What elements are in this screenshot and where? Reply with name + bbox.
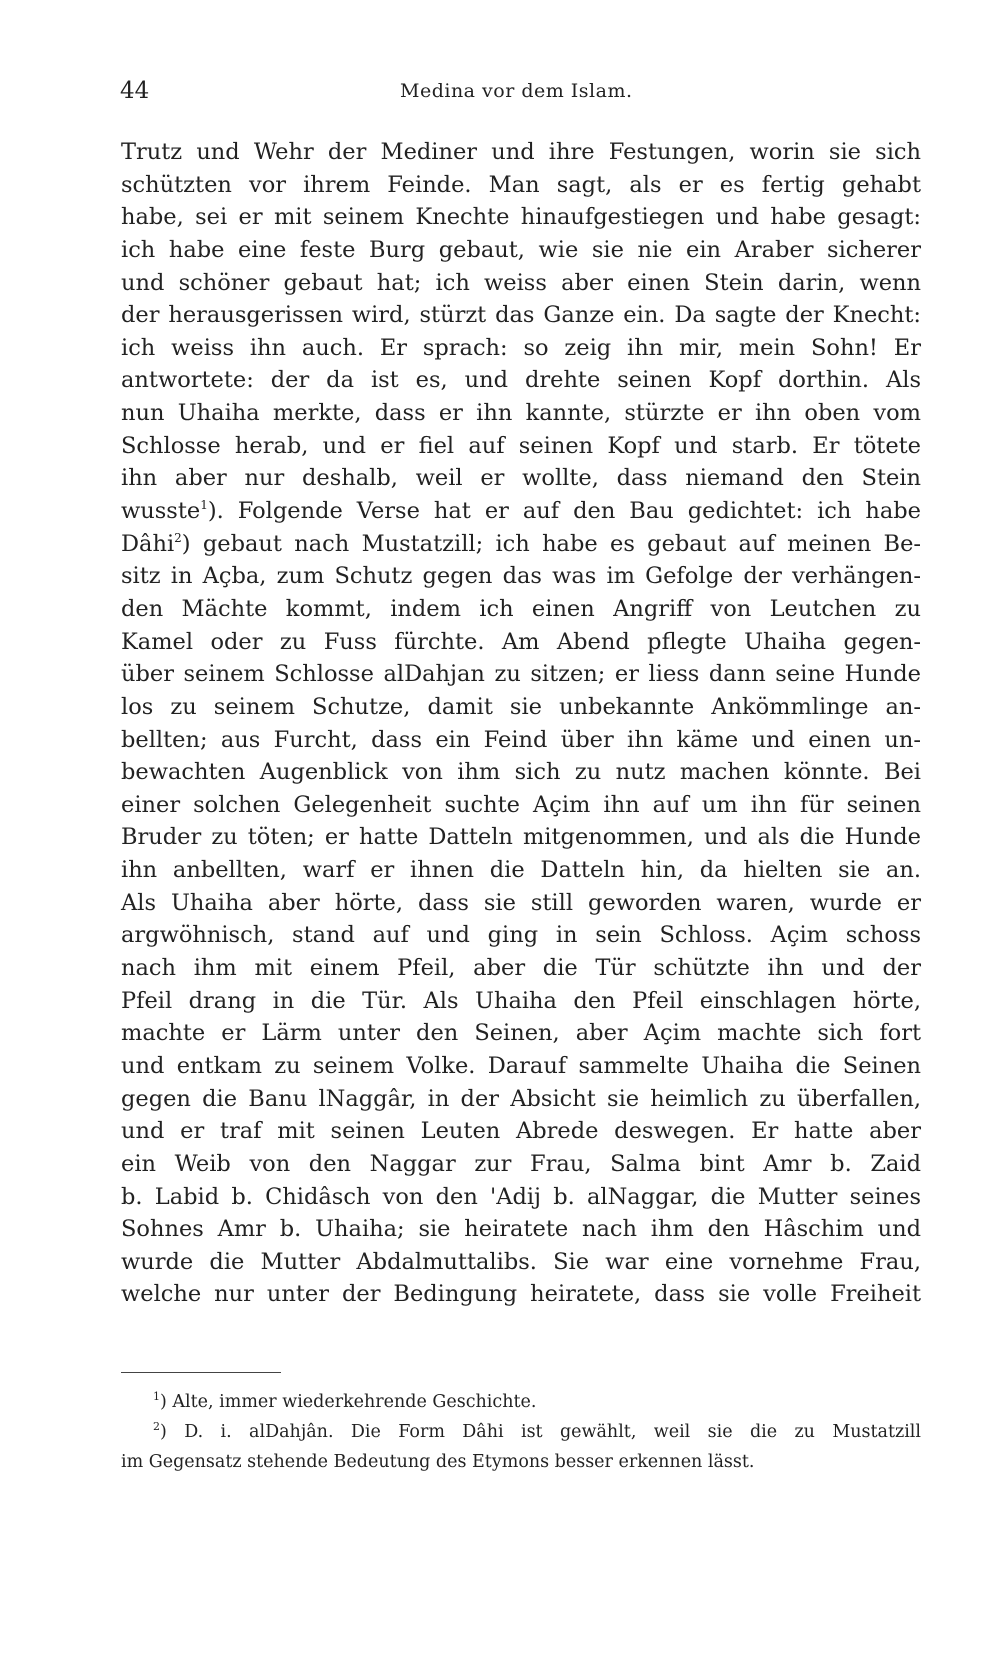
text-line: ein Weib von den Naggar zur Frau, Salma bint Amr b. Zaid — [121, 1150, 921, 1177]
text-line: schützten vor ihrem Feinde. Man sagt, als er es fertig gehabt — [121, 171, 921, 198]
footnote-divider — [121, 1372, 281, 1373]
text-line: sitz in Açba, zum Schutz gegen das was im Gefolge der verhängen- — [121, 563, 921, 590]
text-line: b. Labid b. Chidâsch von den 'Adij b. alNaggar, die Mutter seines — [121, 1183, 921, 1210]
text-line: ihn aber nur deshalb, weil er wollte, dass niemand den Stein — [121, 465, 921, 492]
text-line: einer solchen Gelegenheit suchte Açim ihn auf um ihn für seinen — [121, 791, 921, 818]
body-text — [121, 136, 921, 1311]
text-line: bellten; aus Furcht, dass ein Feind über ihn käme und einen un- — [121, 726, 921, 753]
footnote-2-continuation: im Gegensatz stehende Bedeutung des Etymons besser erkennen lässt. — [121, 1452, 755, 1472]
line-start: Dâhi — [121, 530, 175, 557]
running-head — [120, 78, 920, 108]
text-line: über seinem Schlosse alDahjan zu sitzen; er liess dann seine Hunde — [121, 661, 921, 688]
page-number: 44 — [120, 78, 150, 104]
text-line: Bruder zu töten; er hatte Datteln mitgenommen, und als die Hunde — [121, 824, 921, 851]
footnote-text: ) D. i. alDahjân. Die Form Dâhi ist gewählt, weil sie die zu Mustatzill — [160, 1422, 921, 1442]
text-line: ihn anbellten, warf er ihnen die Datteln hin, da hielten sie an. — [121, 857, 921, 884]
line-rest: ). Folgende Verse hat er auf den Bau gedichtet: ich habe — [207, 498, 921, 525]
text-line: Trutz und Wehr der Mediner und ihre Festungen, worin sie sich — [121, 139, 921, 165]
footnote-reference: 2 — [174, 530, 182, 545]
text-line: bewachten Augenblick von ihm sich zu nutz machen könnte. Bei — [121, 759, 921, 786]
text-line: nach ihm mit einem Pfeil, aber die Tür schützte ihn und der — [121, 955, 921, 982]
text-line: argwöhnisch, stand auf und ging in sein Schloss. Açim schoss — [121, 922, 921, 949]
text-line — [121, 528, 921, 561]
text-line: nun Uhaiha merkte, dass er ihn kannte, stürzte er ihn oben vom — [121, 400, 921, 427]
text-line: ich habe eine feste Burg gebaut, wie sie nie ein Araber sicherer — [121, 236, 921, 263]
text-line: ich weiss ihn auch. Er sprach: so zeig ihn mir, mein Sohn! Er — [121, 334, 921, 361]
footnote-1 — [121, 1387, 921, 1417]
footnote-text: ) Alte, immer wiederkehrende Geschichte. — [160, 1392, 537, 1412]
text-line: Pfeil drang in die Tür. Als Uhaiha den Pfeil einschlagen hörte, — [121, 987, 921, 1014]
text-line: und entkam zu seinem Volke. Darauf sammelte Uhaiha die Seinen — [121, 1052, 921, 1079]
text-line: wurde die Mutter Abdalmuttalibs. Sie war eine vornehme Frau, — [121, 1248, 921, 1275]
text-line: und er traf mit seinen Leuten Abrede deswegen. Er hatte aber — [121, 1118, 921, 1145]
text-line: gegen die Banu lNaggâr, in der Absicht sie heimlich zu überfallen, — [121, 1085, 921, 1112]
text-line: habe, sei er mit seinem Knechte hinaufgestiegen und habe gesagt: — [121, 204, 921, 231]
text-line: welche nur unter der Bedingung heiratete, dass sie volle Freiheit — [121, 1281, 921, 1308]
running-title: Medina vor dem Islam. — [400, 80, 633, 102]
text-line: und schöner gebaut hat; ich weiss aber einen Stein darin, wenn — [121, 269, 921, 296]
footnote-2 — [121, 1417, 921, 1447]
footnotes — [121, 1387, 921, 1477]
footnote-number: 2 — [153, 1420, 160, 1433]
text-line: machte er Lärm unter den Seinen, aber Açim machte sich fort — [121, 1020, 921, 1047]
text-line — [121, 495, 921, 528]
line-start: wusste — [121, 498, 201, 525]
text-line: Schlosse herab, und er fiel auf seinen Kopf und starb. Er tötete — [121, 432, 921, 459]
footnote-number: 1 — [153, 1390, 160, 1403]
text-line: los zu seinem Schutze, damit sie unbekannte Ankömmlinge an- — [121, 693, 921, 720]
text-line: Sohnes Amr b. Uhaiha; sie heiratete nach ihm den Hâschim und — [121, 1216, 921, 1243]
footnote-reference: 1 — [200, 498, 208, 513]
line-rest: ) gebaut nach Mustatzill; ich habe es gebaut auf meinen Be- — [181, 530, 921, 557]
text-line: Als Uhaiha aber hörte, dass sie still geworden waren, wurde er — [121, 889, 921, 916]
text-line: der herausgerissen wird, stürzt das Ganze ein. Da sagte der Knecht: — [121, 302, 921, 329]
text-line: den Mächte kommt, indem ich einen Angriff von Leutchen zu — [121, 595, 921, 622]
text-line: Kamel oder zu Fuss fürchte. Am Abend pflegte Uhaiha gegen- — [121, 628, 921, 655]
text-line: antwortete: der da ist es, und drehte seinen Kopf dorthin. Als — [121, 367, 921, 394]
